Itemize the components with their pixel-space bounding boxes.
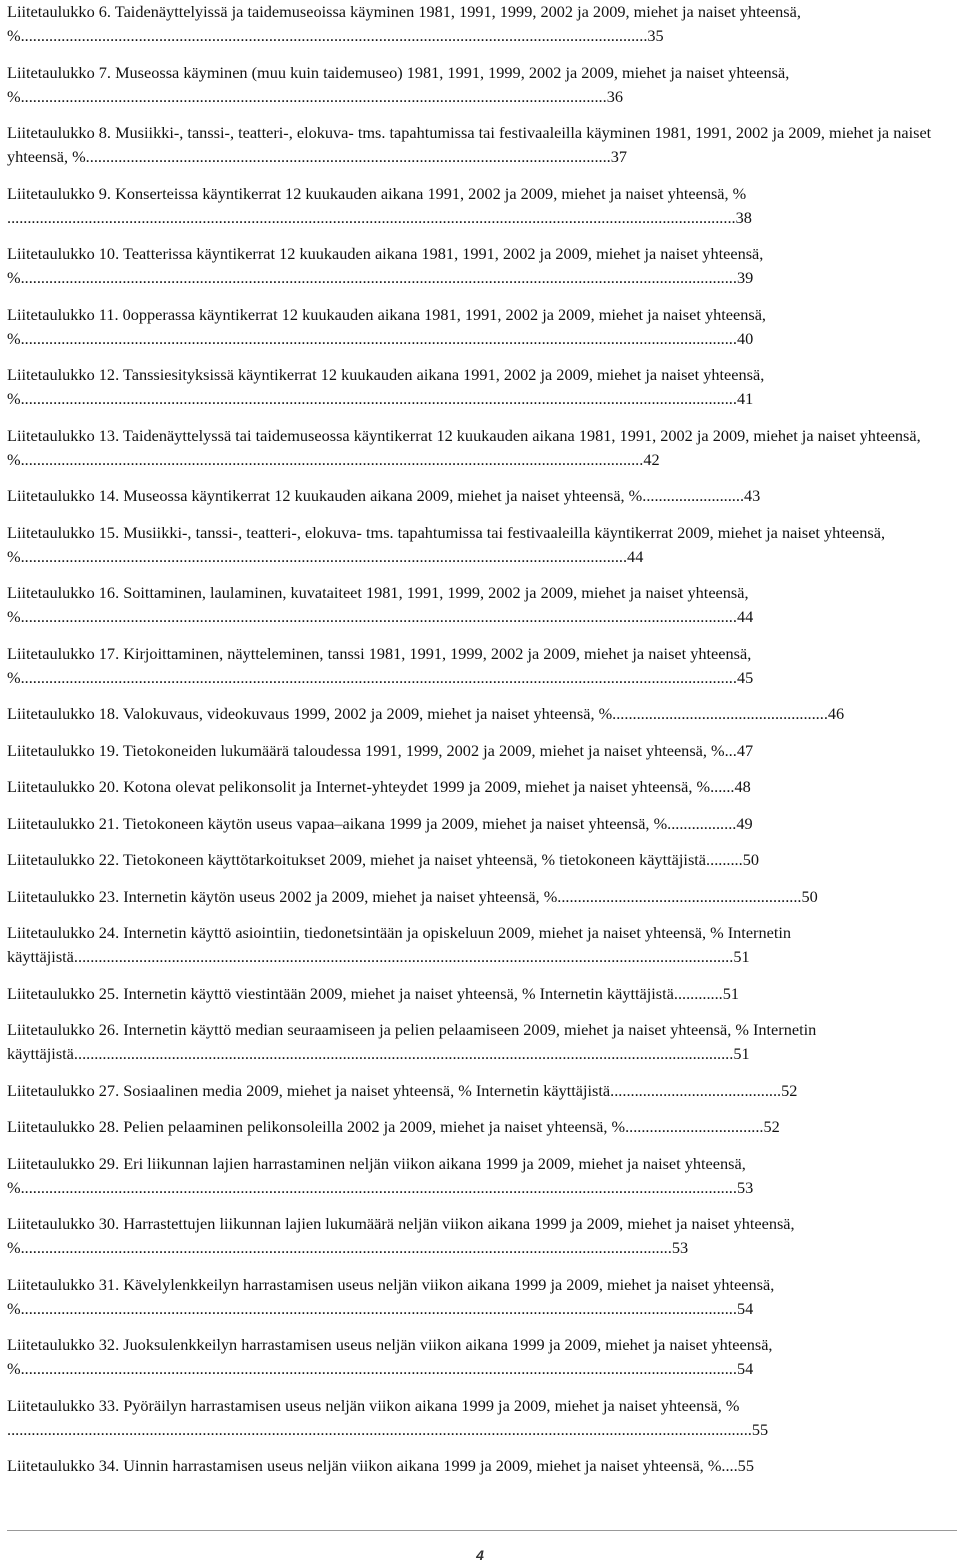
dot-leader: ............................................................ [557,886,802,906]
toc-entry-page: 50 [801,886,818,906]
toc-entry-title: Liitetaulukko 15. Musiikki-, tanssi-, teatteri-, elokuva- tms. tapahtumissa tai festivaaleilla käyntikerrat 2009, miehet ja naiset yhteensä, % [7,522,886,566]
toc-entry-title: Liitetaulukko 19. Tietokoneiden lukumäärä taloudessa 1991, 1999, 2002 ja 2009, miehet ja naiset yhteensä, % [7,740,725,760]
toc-entry-10[interactable] [7,242,957,290]
page-number: 4 [476,1547,484,1563]
toc-entry-7[interactable] [7,61,957,109]
dot-leader: ................................................................................................................................................................................ [20,389,737,408]
toc-entry-25[interactable] [7,982,957,1006]
dot-leader: ................................................................................................................................................................................ [20,667,737,687]
toc-entry-title: Liitetaulukko 21. Tietokoneen käytön useus vapaa–aikana 1999 ja 2009, miehet ja naiset yhteensä, % [7,813,668,833]
toc-entry-24[interactable] [7,921,957,969]
toc-entry-title: Liitetaulukko 22. Tietokoneen käyttötarkoitukset 2009, miehet ja naiset yhteensä, % tietokoneen käyttäjistä [7,850,707,869]
toc-entry-22[interactable] [7,848,957,872]
dot-leader: ................................................................................................................................................................................ [20,607,737,626]
toc-entry-title: Liitetaulukko 33. Pyöräilyn harrastamisen useus neljän viikon aikana 1999 ja 2009, miehet ja naiset yhteensä, % [7,1395,740,1415]
dot-leader: ..................................................... [612,704,828,723]
dot-leader: ...... [710,777,735,796]
toc-entry-page: 52 [763,1117,780,1136]
toc-entry-title: Liitetaulukko 32. Juoksulenkkeilyn harrastamisen useus neljän viikon aikana 1999 ja 2009, miehet ja naiset yhteensä, % [7,1335,773,1378]
dot-leader: .................................................................................................................................................................. [73,1044,734,1063]
toc-entry-page: 48 [734,777,751,796]
toc-entry-page: 51 [722,983,740,1003]
toc-entry-page: 51 [733,947,750,966]
toc-entry-page: 38 [735,207,752,227]
dot-leader: ................................................................................................................................. [85,147,611,166]
dot-leader: ................................................................................................................................................................................ [20,268,737,287]
dot-leader: .......................................................................................................................................................... [20,26,648,45]
toc-entry-title: Liitetaulukko 23. Internetin käytön useus 2002 ja 2009, miehet ja naiset yhteensä, % [7,886,558,906]
toc-entry-page: 49 [736,813,753,833]
toc-entry-page: 40 [736,328,754,348]
toc-entry-page: 39 [736,268,754,287]
toc-entry-title: Liitetaulukko 7. Museossa käyminen (muu kuin taidemuseo) 1981, 1991, 1999, 2002 ja 2009, miehet ja naiset yhteensä, % [7,62,790,106]
toc-entry-15[interactable] [7,521,957,569]
toc-entry-title: Liitetaulukko 6. Taidenäyttelyissä ja taidemuseoissa käyminen 1981, 1991, 1999, 2002 ja 2009, miehet ja naiset yhteensä, % [7,2,801,45]
toc-entry-page: 41 [736,389,754,408]
toc-entry-8[interactable] [7,121,957,169]
toc-entry-9[interactable] [7,182,957,230]
toc-entry-30[interactable] [7,1212,957,1260]
toc-entry-title: Liitetaulukko 34. Uinnin harrastamisen useus neljän viikon aikana 1999 ja 2009, miehet ja naiset yhteensä, % [7,1456,722,1475]
toc-entry-page: 54 [736,1359,754,1378]
toc-entry-14[interactable] [7,484,957,508]
toc-entry-13[interactable] [7,424,957,472]
toc-entry-title: Liitetaulukko 31. Kävelylenkkeilyn harrastamisen useus neljän viikon aikana 1999 ja 2009, miehet ja naiset yhteensä, % [7,1274,775,1318]
dot-leader: ................................................................................................................................................................................... [7,207,736,227]
toc-entry-34[interactable] [7,1454,957,1478]
dot-leader: ................................................................................................................................................................ [20,1238,672,1257]
dot-leader: .... [721,1456,738,1475]
dot-leader: ................................................................................................................................................................................ [20,1298,737,1318]
dot-leader: ... [724,740,737,760]
dot-leader: ................................................................................................................................................ [20,86,607,106]
toc-entry-17[interactable] [7,642,957,690]
toc-entry-page: 53 [736,1177,754,1197]
toc-entry-page: 44 [736,607,754,626]
toc-entry-title: Liitetaulukko 18. Valokuvaus, videokuvaus 1999, 2002 ja 2009, miehet ja naiset yhteensä, % [7,704,613,723]
dot-leader: ................................................................................................................................................................................ [20,328,737,348]
toc-entry-21[interactable] [7,812,957,836]
toc-entry-6[interactable] [7,0,957,48]
toc-entry-page: 36 [606,86,623,106]
toc-entry-20[interactable] [7,775,957,799]
dot-leader: ................. [667,813,737,833]
footer-divider [7,1530,957,1531]
dot-leader: ............ [673,983,723,1003]
toc-entry-page: 46 [827,704,845,723]
dot-leader: ......... [706,850,743,869]
toc-entry-19[interactable] [7,739,957,763]
toc-entry-title: Liitetaulukko 29. Eri liikunnan lajien harrastaminen neljän viikon aikana 1999 ja 2009, miehet ja naiset yhteensä, % [7,1153,746,1197]
toc-entry-page: 50 [742,850,759,869]
toc-entry-title: Liitetaulukko 17. Kirjoittaminen, näytteleminen, tanssi 1981, 1991, 1999, 2002 ja 2009, miehet ja naiset yhteensä, % [7,643,752,687]
toc-entry-page: 44 [627,546,644,566]
toc-entry-page: 53 [671,1238,689,1257]
dot-leader: ..................................................................................................................................................... [20,546,628,566]
toc-entry-title: Liitetaulukko 28. Pelien pelaaminen pelikonsoleilla 2002 ja 2009, miehet ja naiset yhteensä, % [7,1117,626,1136]
toc-entry-page: 35 [647,26,664,45]
toc-entry-title: Liitetaulukko 30. Harrastettujen liikunnan lajien lukumäärä neljän viikon aikana 1999 ja 2009, miehet ja naiset yhteensä, % [7,1214,795,1257]
toc-entry-11[interactable] [7,303,957,351]
toc-entry-title: Liitetaulukko 9. Konserteissa käyntikerrat 12 kuukauden aikana 1991, 2002 ja 2009, miehet ja naiset yhteensä, % [7,183,747,203]
toc-entry-26[interactable] [7,1018,957,1066]
toc-entry-page: 42 [643,449,660,469]
dot-leader: ......................... [642,486,745,505]
toc-entry-33[interactable] [7,1394,957,1442]
toc-entry-title: Liitetaulukko 26. Internetin käyttö median seuraamiseen ja pelien pelaamiseen 2009, miehet ja naiset yhteensä, % Internetin käyttäjistä [7,1020,817,1063]
toc-entry-page: 43 [744,486,761,505]
table-of-contents [7,0,957,1491]
toc-entry-page: 45 [736,667,754,687]
toc-entry-title: Liitetaulukko 11. 0opperassa käyntikerrat 12 kuukauden aikana 1981, 1991, 2002 ja 2009, miehet ja naiset yhteensä, % [7,304,766,348]
toc-entry-page: 47 [736,740,754,760]
toc-entry-page: 54 [736,1298,754,1318]
dot-leader: .................................. [625,1117,764,1136]
toc-entry-27[interactable] [7,1079,957,1103]
toc-entry-18[interactable] [7,702,957,726]
dot-leader: ................................................................................................................................................................................ [20,1177,737,1197]
toc-entry-title: Liitetaulukko 13. Taidenäyttelyssä tai taidemuseossa käyntikerrat 12 kuukauden aikana 1981, 1991, 2002 ja 2009, miehet ja naiset yhteensä, % [7,425,921,469]
toc-entry-title: Liitetaulukko 10. Teatterissa käyntikerrat 12 kuukauden aikana 1981, 1991, 2002 ja 2009, miehet ja naiset yhteensä, % [7,244,764,287]
toc-entry-title: Liitetaulukko 16. Soittaminen, laulaminen, kuvataiteet 1981, 1991, 1999, 2002 ja 2009, miehet ja naiset yhteensä, % [7,583,749,626]
toc-entry-16[interactable] [7,581,957,629]
toc-entry-title: Liitetaulukko 12. Tanssiesityksissä käyntikerrat 12 kuukauden aikana 1991, 2002 ja 2009, miehet ja naiset yhteensä, % [7,365,765,408]
toc-entry-title: Liitetaulukko 25. Internetin käyttö viestintään 2009, miehet ja naiset yhteensä, % Internetin käyttäjistä [7,983,674,1003]
dot-leader: .......................................... [610,1080,782,1100]
toc-entry-page: 55 [737,1456,754,1475]
dot-leader: ....................................................................................................................................................................................... [7,1419,752,1439]
toc-entry-title: Liitetaulukko 24. Internetin käyttö asiointiin, tiedonetsintään ja opiskeluun 2009, miehet ja naiset yhteensä, % Internetin käyttäjistä [7,923,792,966]
dot-leader: ......................................................................................................................................................... [20,449,644,469]
dot-leader: ................................................................................................................................................................................ [20,1359,737,1378]
toc-entry-title: Liitetaulukko 14. Museossa käyntikerrat 12 kuukauden aikana 2009, miehet ja naiset yhteensä, % [7,486,643,505]
toc-entry-page: 55 [751,1419,769,1439]
toc-entry-28[interactable] [7,1115,957,1139]
toc-entry-page: 52 [781,1080,798,1100]
toc-entry-12[interactable] [7,363,957,411]
toc-entry-page: 37 [610,147,628,166]
toc-entry-page: 51 [733,1044,750,1063]
toc-entry-32[interactable] [7,1333,957,1381]
toc-entry-31[interactable] [7,1273,957,1321]
toc-entry-title: Liitetaulukko 8. Musiikki-, tanssi-, teatteri-, elokuva- tms. tapahtumissa tai festivaaleilla käyminen 1981, 1991, 2002 ja 2009, miehet ja naiset yhteensä, % [7,123,932,166]
toc-entry-23[interactable] [7,885,957,909]
toc-entry-title: Liitetaulukko 20. Kotona olevat pelikonsolit ja Internet-yhteydet 1999 ja 2009, miehet ja naiset yhteensä, % [7,777,711,796]
dot-leader: .................................................................................................................................................................. [73,947,734,966]
toc-entry-29[interactable] [7,1152,957,1200]
toc-entry-title: Liitetaulukko 27. Sosiaalinen media 2009, miehet ja naiset yhteensä, % Internetin käyttäjistä [7,1080,611,1100]
